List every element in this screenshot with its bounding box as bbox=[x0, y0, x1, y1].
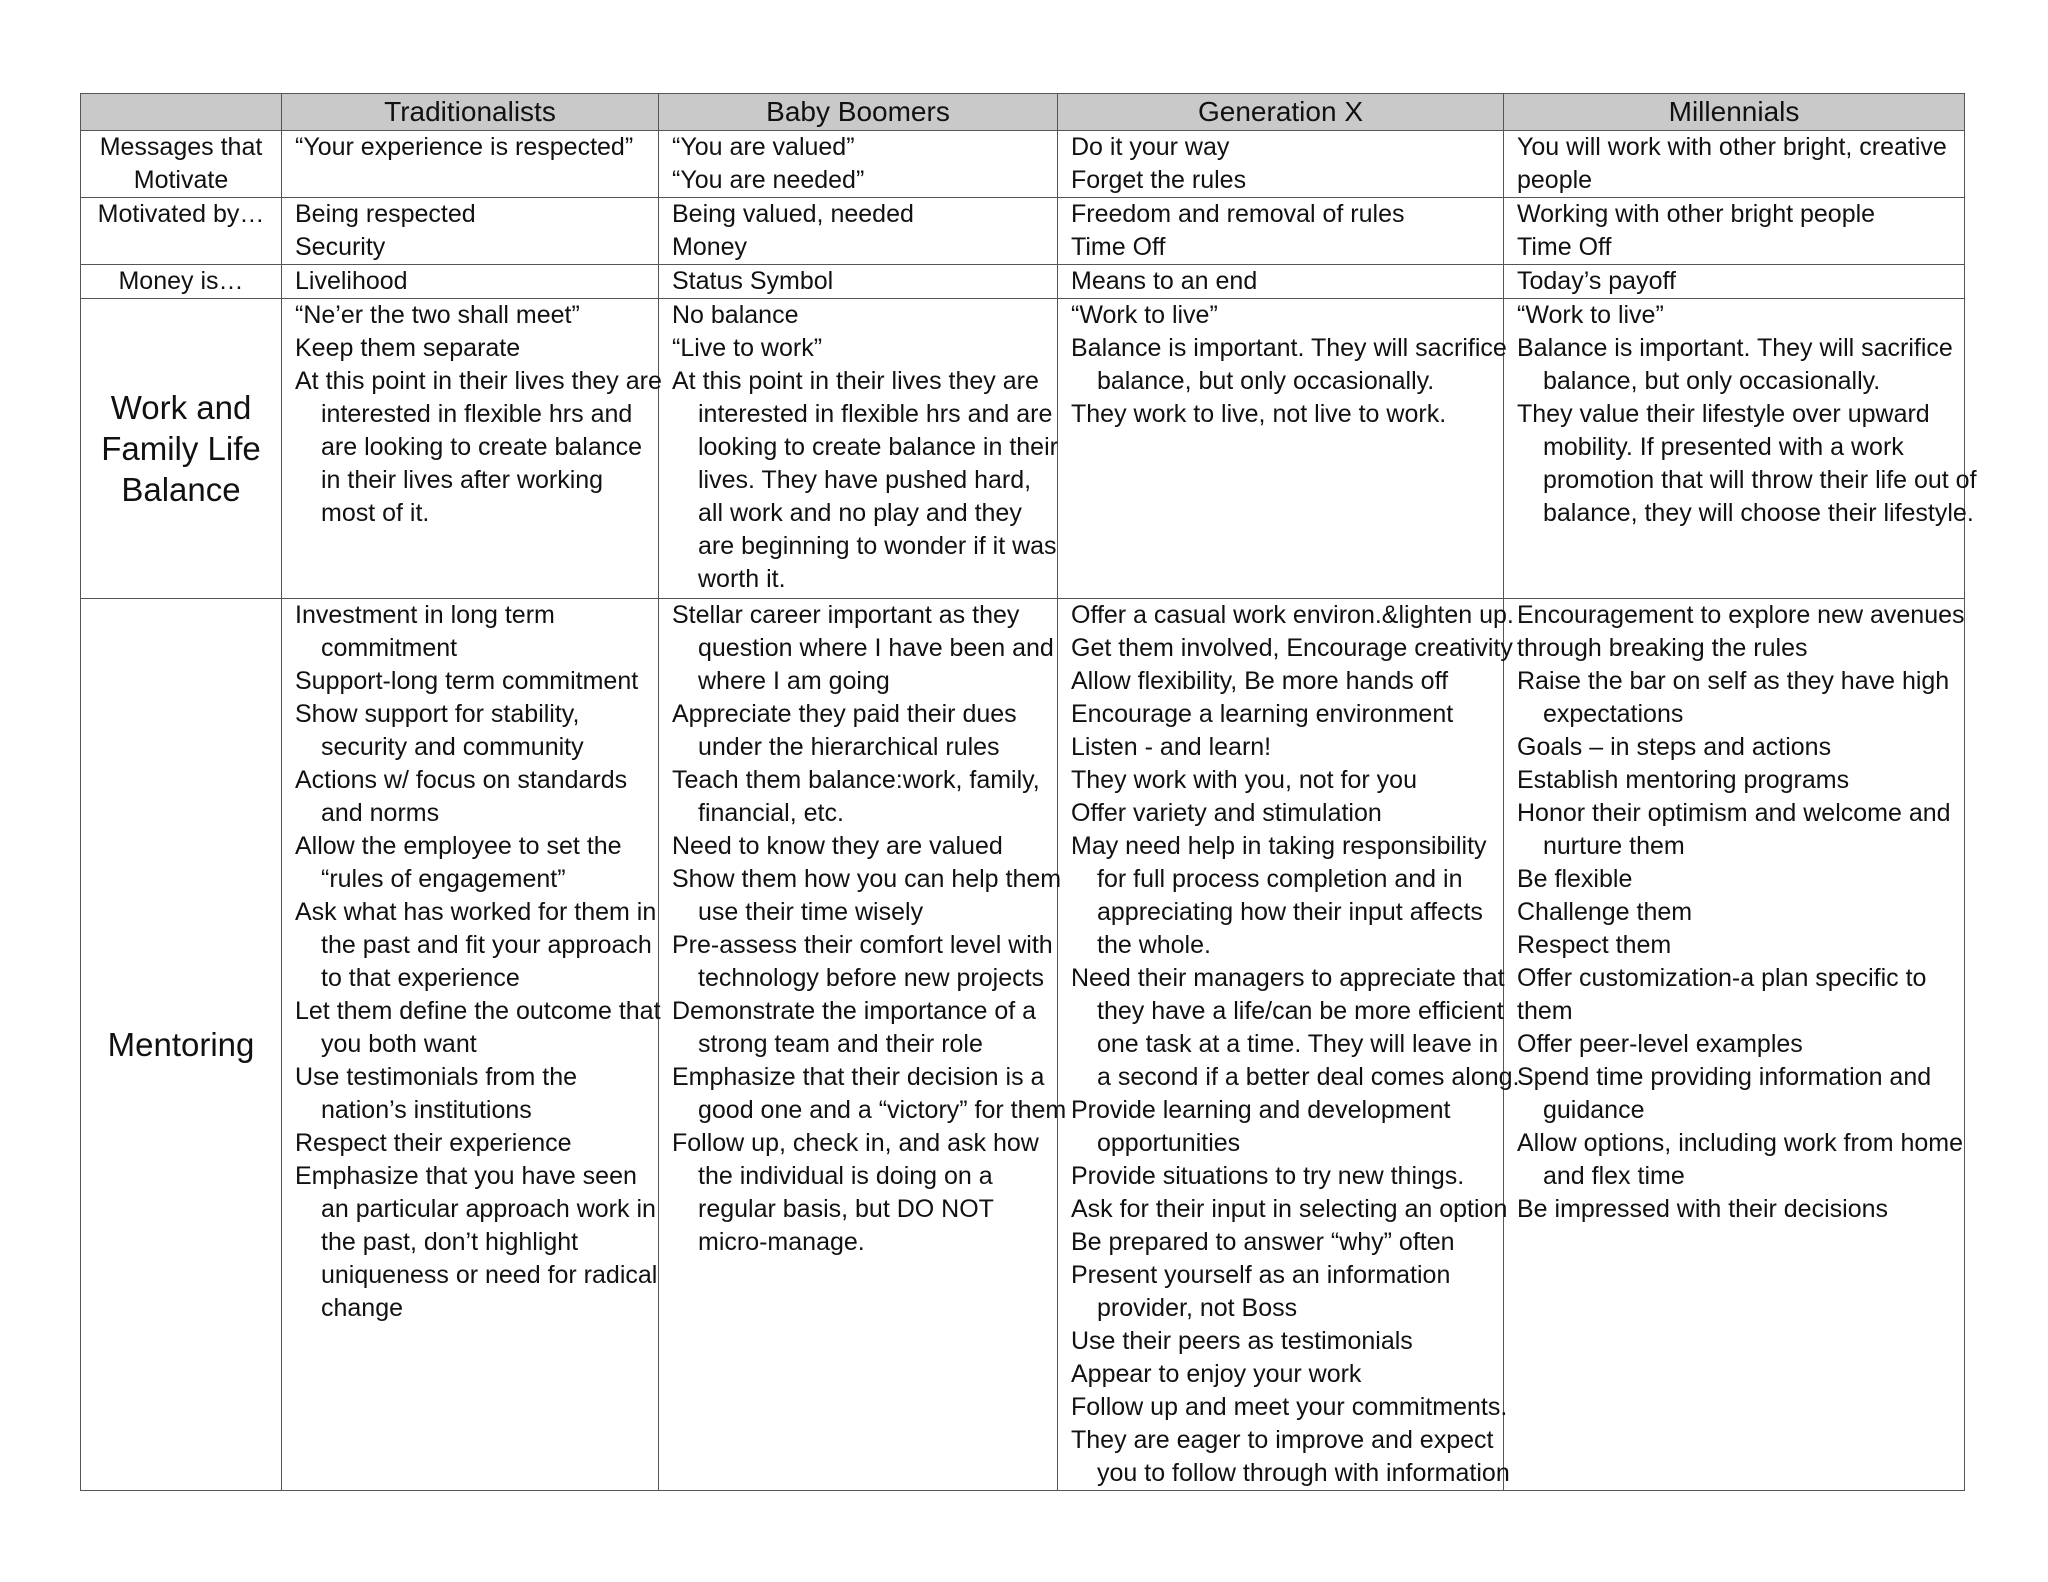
cell-line: Follow up and meet your commitments. bbox=[1071, 1393, 1508, 1421]
cell-line: Honor their optimism and welcome and bbox=[1517, 799, 1951, 827]
cell-line: commitment bbox=[321, 634, 458, 662]
header-corner bbox=[81, 94, 282, 131]
cell-line: looking to create balance in their bbox=[698, 433, 1058, 461]
cell-mentoring-baby-boomers bbox=[659, 599, 1067, 1491]
cell-line: Challenge them bbox=[1517, 898, 1693, 926]
cell-line: lives. They have pushed hard, bbox=[698, 466, 1032, 494]
cell-work-family-balance-traditionalists bbox=[282, 299, 662, 599]
cell-line: balance, but only occasionally. bbox=[1543, 367, 1881, 395]
cell-line: “rules of engagement” bbox=[321, 865, 566, 893]
row-label-mentoring bbox=[81, 599, 282, 1491]
cell-line: They are eager to improve and expect bbox=[1071, 1426, 1494, 1454]
cell-line: Respect them bbox=[1517, 931, 1672, 959]
cell-line: provider, not Boss bbox=[1097, 1294, 1298, 1322]
cell-money-is-baby-boomers bbox=[659, 265, 1058, 299]
cell-line: them bbox=[1517, 997, 1573, 1025]
cell-money-is-traditionalists bbox=[282, 265, 659, 299]
cell-line: question where I have been and bbox=[698, 634, 1054, 662]
cell-line: micro-manage. bbox=[698, 1228, 865, 1256]
cell-line: Offer variety and stimulation bbox=[1071, 799, 1382, 827]
cell-line: Being valued, needed bbox=[672, 200, 914, 228]
cell-line: Provide learning and development bbox=[1071, 1096, 1451, 1124]
cell-line: At this point in their lives they are bbox=[295, 367, 662, 395]
cell-line: Emphasize that you have seen bbox=[295, 1162, 637, 1190]
cell-line: Establish mentoring programs bbox=[1517, 766, 1850, 794]
cell-line: nurture them bbox=[1543, 832, 1685, 860]
row-label-line: Messages that bbox=[99, 133, 263, 161]
cell-line: Respect their experience bbox=[295, 1129, 572, 1157]
cell-line: May need help in taking responsibility bbox=[1071, 832, 1487, 860]
cell-line: “Ne’er the two shall meet” bbox=[295, 301, 580, 329]
cell-line: interested in flexible hrs and are bbox=[698, 400, 1053, 428]
cell-line: security and community bbox=[321, 733, 584, 761]
row-work-family-balance bbox=[81, 299, 1965, 599]
cell-line: “Work to live” bbox=[1517, 301, 1664, 329]
cell-line: At this point in their lives they are bbox=[672, 367, 1039, 395]
cell-messages-that-motivate-millennials bbox=[1504, 131, 1965, 198]
cell-line: financial, etc. bbox=[698, 799, 844, 827]
cell-line: Actions w/ focus on standards bbox=[295, 766, 628, 794]
cell-line: all work and no play and they bbox=[698, 499, 1022, 527]
cell-line: Offer customization-a plan specific to bbox=[1517, 964, 1927, 992]
row-motivated-by bbox=[81, 198, 1965, 265]
cell-line: Use testimonials from the bbox=[295, 1063, 578, 1091]
cell-line: Being respected bbox=[295, 200, 476, 228]
cell-line: Raise the bar on self as they have high bbox=[1517, 667, 1950, 695]
cell-line: good one and a “victory” for them bbox=[698, 1096, 1067, 1124]
cell-line: Time Off bbox=[1071, 233, 1166, 261]
cell-line: Encourage a learning environment bbox=[1071, 700, 1454, 728]
cell-work-family-balance-millennials bbox=[1504, 299, 1977, 599]
cell-line: in their lives after working bbox=[321, 466, 604, 494]
cell-line: Get them involved, Encourage creativity bbox=[1071, 634, 1513, 662]
cell-line: No balance bbox=[672, 301, 799, 329]
cell-line: they have a life/can be more efficient bbox=[1097, 997, 1504, 1025]
cell-line: You will work with other bright, creative bbox=[1517, 133, 1947, 161]
cell-line: are beginning to wonder if it was bbox=[698, 532, 1057, 560]
cell-line: Offer a casual work environ.&lighten up. bbox=[1071, 601, 1514, 629]
cell-line: Provide situations to try new things. bbox=[1071, 1162, 1465, 1190]
cell-line: through breaking the rules bbox=[1517, 634, 1808, 662]
header-row bbox=[81, 94, 1965, 131]
cell-line: Livelihood bbox=[295, 267, 408, 295]
row-label-line: Motivated by… bbox=[97, 200, 265, 228]
cell-line: Be prepared to answer “why” often bbox=[1071, 1228, 1455, 1256]
cell-line: Balance is important. They will sacrifice bbox=[1517, 334, 1953, 362]
cell-line: Show support for stability, bbox=[295, 700, 580, 728]
cell-motivated-by-millennials bbox=[1504, 198, 1965, 265]
cell-line: Freedom and removal of rules bbox=[1071, 200, 1405, 228]
cell-line: Appreciate they paid their dues bbox=[672, 700, 1017, 728]
header-traditionalists: Traditionalists bbox=[282, 94, 659, 131]
row-label-line: Money is… bbox=[118, 267, 244, 295]
cell-line: under the hierarchical rules bbox=[698, 733, 1000, 761]
cell-line: “You are valued” bbox=[672, 133, 855, 161]
row-label-line: Family Life bbox=[101, 430, 261, 467]
cell-line: “Work to live” bbox=[1071, 301, 1218, 329]
cell-line: for full process completion and in bbox=[1097, 865, 1463, 893]
cell-line: Teach them balance:work, family, bbox=[672, 766, 1040, 794]
row-money-is bbox=[81, 265, 1965, 299]
cell-messages-that-motivate-baby-boomers bbox=[659, 131, 1058, 198]
cell-line: the whole. bbox=[1097, 931, 1211, 959]
cell-line: Show them how you can help them bbox=[672, 865, 1062, 893]
cell-line: Status Symbol bbox=[672, 267, 834, 295]
cell-line: Need to know they are valued bbox=[672, 832, 1003, 860]
cell-line: uniqueness or need for radical bbox=[321, 1261, 658, 1289]
cell-line: They work to live, not live to work. bbox=[1071, 400, 1447, 428]
cell-line: people bbox=[1517, 166, 1593, 194]
cell-line: Working with other bright people bbox=[1517, 200, 1876, 228]
cell-line: Use their peers as testimonials bbox=[1071, 1327, 1413, 1355]
cell-mentoring-traditionalists bbox=[282, 599, 659, 1491]
cell-line: strong team and their role bbox=[698, 1030, 983, 1058]
cell-line: Let them define the outcome that bbox=[295, 997, 661, 1025]
cell-line: Listen - and learn! bbox=[1071, 733, 1272, 761]
cell-line: Time Off bbox=[1517, 233, 1612, 261]
cell-work-family-balance-baby-boomers bbox=[659, 299, 1058, 599]
cell-line: Be flexible bbox=[1517, 865, 1633, 893]
cell-line: and norms bbox=[321, 799, 440, 827]
cell-line: worth it. bbox=[698, 565, 786, 593]
cell-line: you both want bbox=[321, 1030, 477, 1058]
cell-line: promotion that will throw their life out of bbox=[1543, 466, 1977, 494]
cell-line: the past, don’t highlight bbox=[321, 1228, 579, 1256]
cell-mentoring-millennials bbox=[1504, 599, 1965, 1491]
cell-line: Emphasize that their decision is a bbox=[672, 1063, 1045, 1091]
cell-line: an particular approach work in bbox=[321, 1195, 656, 1223]
cell-line: Forget the rules bbox=[1071, 166, 1247, 194]
cell-line: Do it your way bbox=[1071, 133, 1230, 161]
cell-line: Goals – in steps and actions bbox=[1517, 733, 1832, 761]
cell-line: are looking to create balance bbox=[321, 433, 643, 461]
cell-line: “You are needed” bbox=[672, 166, 865, 194]
cell-line: Present yourself as an information bbox=[1071, 1261, 1451, 1289]
row-label-line: Work and bbox=[110, 389, 252, 426]
cell-line: “Live to work” bbox=[672, 334, 823, 362]
cell-line: “Your experience is respected” bbox=[295, 133, 634, 161]
cell-line: Demonstrate the importance of a bbox=[672, 997, 1037, 1025]
cell-line: Spend time providing information and bbox=[1517, 1063, 1932, 1091]
cell-line: balance, but only occasionally. bbox=[1097, 367, 1435, 395]
row-label-money-is bbox=[81, 265, 282, 299]
cell-line: Allow options, including work from home bbox=[1517, 1129, 1964, 1157]
cell-work-family-balance-generation-x bbox=[1058, 299, 1507, 599]
header-millennials: Millennials bbox=[1504, 94, 1965, 131]
cell-line: one task at a time. They will leave in bbox=[1097, 1030, 1499, 1058]
cell-line: to that experience bbox=[321, 964, 520, 992]
cell-line: you to follow through with information bbox=[1097, 1459, 1510, 1487]
row-label-line: Balance bbox=[121, 471, 241, 508]
cell-line: guidance bbox=[1543, 1096, 1645, 1124]
row-mentoring bbox=[81, 599, 1965, 1491]
cell-line: and flex time bbox=[1543, 1162, 1685, 1190]
cell-money-is-millennials bbox=[1504, 265, 1965, 299]
cell-line: Be impressed with their decisions bbox=[1517, 1195, 1888, 1223]
generations-table bbox=[80, 93, 1977, 1491]
cell-line: regular basis, but DO NOT bbox=[698, 1195, 994, 1223]
cell-messages-that-motivate-traditionalists bbox=[282, 131, 659, 198]
cell-line: Follow up, check in, and ask how bbox=[672, 1129, 1039, 1157]
cell-line: the past and fit your approach bbox=[321, 931, 652, 959]
cell-line: Encouragement to explore new avenues bbox=[1517, 601, 1965, 629]
cell-line: appreciating how their input affects bbox=[1097, 898, 1483, 926]
cell-line: Investment in long term bbox=[295, 601, 555, 629]
cell-line: Balance is important. They will sacrifice bbox=[1071, 334, 1507, 362]
cell-line: mobility. If presented with a work bbox=[1543, 433, 1904, 461]
cell-line: Keep them separate bbox=[295, 334, 521, 362]
row-label-messages-that-motivate bbox=[81, 131, 282, 198]
cell-line: Appear to enjoy your work bbox=[1071, 1360, 1362, 1388]
cell-line: Ask what has worked for them in bbox=[295, 898, 657, 926]
cell-line: use their time wisely bbox=[698, 898, 924, 926]
cell-line: balance, they will choose their lifestyle. bbox=[1543, 499, 1974, 527]
row-label-line: Mentoring bbox=[107, 1026, 255, 1063]
cell-motivated-by-generation-x bbox=[1058, 198, 1504, 265]
cell-line: where I am going bbox=[698, 667, 890, 695]
cell-line: Allow flexibility, Be more hands off bbox=[1071, 667, 1449, 695]
cell-line: nation’s institutions bbox=[321, 1096, 532, 1124]
table-body bbox=[81, 131, 1977, 1491]
row-label-motivated-by bbox=[81, 198, 282, 265]
cell-money-is-generation-x bbox=[1058, 265, 1504, 299]
cell-line: interested in flexible hrs and bbox=[321, 400, 633, 428]
cell-line: Need their managers to appreciate that bbox=[1071, 964, 1505, 992]
cell-mentoring-generation-x bbox=[1058, 599, 1520, 1491]
row-label-work-family-balance bbox=[81, 299, 282, 599]
cell-line: the individual is doing on a bbox=[698, 1162, 993, 1190]
cell-line: Allow the employee to set the bbox=[295, 832, 622, 860]
header-generation-x: Generation X bbox=[1058, 94, 1504, 131]
cell-line: a second if a better deal comes along. bbox=[1097, 1063, 1520, 1091]
cell-line: Offer peer-level examples bbox=[1517, 1030, 1803, 1058]
cell-line: They value their lifestyle over upward bbox=[1517, 400, 1930, 428]
cell-line: most of it. bbox=[321, 499, 430, 527]
row-messages-that-motivate bbox=[81, 131, 1965, 198]
cell-line: Pre-assess their comfort level with bbox=[672, 931, 1053, 959]
cell-motivated-by-traditionalists bbox=[282, 198, 659, 265]
cell-line: Ask for their input in selecting an option bbox=[1071, 1195, 1508, 1223]
cell-line: Today’s payoff bbox=[1517, 267, 1676, 295]
row-label-line: Motivate bbox=[133, 166, 229, 194]
cell-line: They work with you, not for you bbox=[1071, 766, 1417, 794]
cell-line: opportunities bbox=[1097, 1129, 1241, 1157]
cell-line: expectations bbox=[1543, 700, 1684, 728]
cell-line: technology before new projects bbox=[698, 964, 1045, 992]
cell-line: Security bbox=[295, 233, 386, 261]
cell-line: change bbox=[321, 1294, 404, 1322]
cell-line: Money bbox=[672, 233, 748, 261]
cell-motivated-by-baby-boomers bbox=[659, 198, 1058, 265]
cell-line: Means to an end bbox=[1071, 267, 1258, 295]
cell-line: Stellar career important as they bbox=[672, 601, 1020, 629]
header-baby-boomers: Baby Boomers bbox=[659, 94, 1058, 131]
cell-line: Support-long term commitment bbox=[295, 667, 639, 695]
cell-messages-that-motivate-generation-x bbox=[1058, 131, 1504, 198]
